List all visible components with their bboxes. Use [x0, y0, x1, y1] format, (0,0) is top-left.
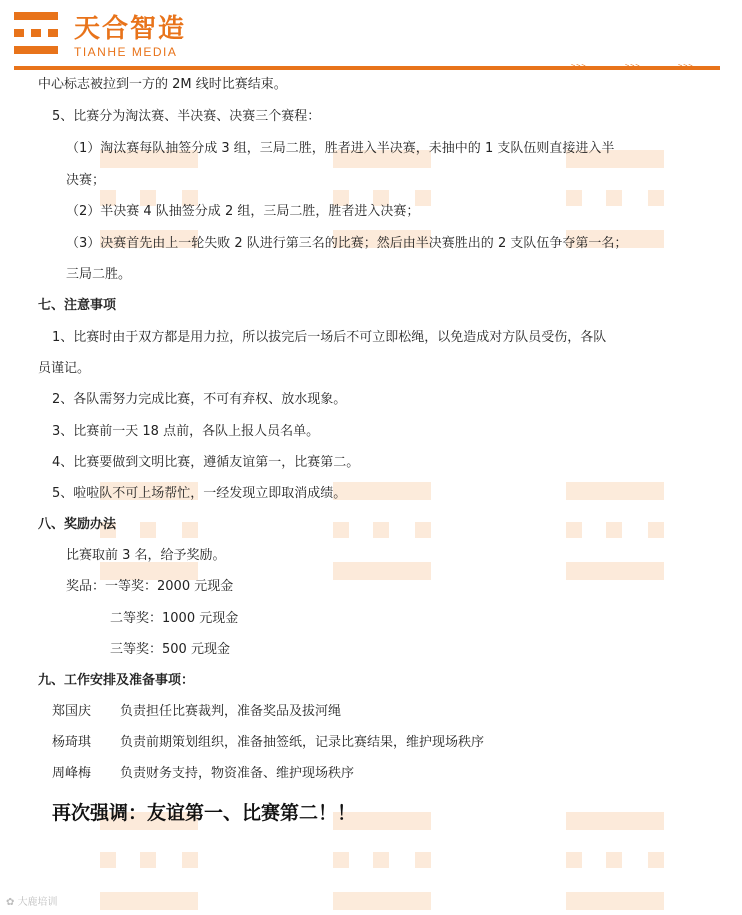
- paragraph-line: （2）半决赛 4 队抽签分成 2 组，三局二胜，胜者进入决赛；: [66, 204, 420, 219]
- prize-line: 二等奖：1000 元现金: [110, 611, 239, 626]
- watermark-logo-icon: ✿: [6, 897, 18, 908]
- brand-name-en: TIANHE MEDIA: [74, 45, 178, 59]
- paragraph-line: 员谨记。: [38, 361, 91, 376]
- watermark-tile-icon: [566, 482, 664, 580]
- list-item: 4、比赛要做到文明比赛，遵循友谊第一，比赛第二。: [52, 455, 360, 470]
- watermark-tile-icon: [566, 150, 664, 248]
- watermark-tile-icon: [100, 150, 198, 248]
- brand-name-cn: 天合智造: [74, 14, 187, 44]
- rule-mark: >>>: [571, 62, 587, 70]
- list-item: 3、比赛前一天 18 点前，各队上报人员名单。: [52, 424, 320, 439]
- staff-name: 周峰梅: [52, 766, 92, 781]
- section-heading: 八、奖励办法: [38, 517, 117, 532]
- staff-duty: 负责担任比赛裁判，准备奖品及拔河绳: [120, 704, 342, 719]
- footer-watermark: [6, 893, 58, 908]
- staff-name: 郑国庆: [52, 704, 92, 719]
- paragraph-line: 决赛；: [66, 173, 106, 188]
- logo-icon: [14, 12, 58, 54]
- paragraph-line: （3）决赛首先由上一轮失败 2 队进行第三名的比赛；然后由半决赛胜出的 2 支队伍争夺第一名；: [66, 236, 628, 251]
- prize-line: 奖品：一等奖：2000 元现金: [66, 579, 234, 594]
- list-item: 1、比赛时由于双方都是用力拉，所以拔完后一场后不可立即松绳，以免造成对方队员受伤，各队: [52, 330, 607, 345]
- staff-name: 杨琦琪: [52, 735, 92, 750]
- emphasis-slogan: 再次强调：友谊第一、比赛第二！！: [52, 802, 357, 824]
- watermark-text: 大鹿培训: [17, 897, 58, 908]
- list-item: 5、啦啦队不可上场帮忙，一经发现立即取消成绩。: [52, 486, 347, 501]
- staff-duty: 负责财务支持，物资准备、维护现场秩序: [120, 766, 355, 781]
- watermark-tile-icon: [100, 812, 198, 910]
- header-rule: [14, 66, 720, 70]
- section-heading: 九、工作安排及准备事项：: [38, 673, 195, 688]
- paragraph-line: 三局二胜。: [66, 267, 132, 282]
- list-item: 2、各队需努力完成比赛，不可有弃权、放水现象。: [52, 392, 347, 407]
- prize-line: 三等奖：500 元现金: [110, 642, 230, 657]
- paragraph-line: （1）淘汰赛每队抽签分成 3 组，三局二胜，胜者进入半决赛，未抽中的 1 支队伍则直接进入半: [66, 141, 615, 156]
- paragraph-line: 比赛取前 3 名，给予奖励。: [66, 548, 226, 563]
- watermark-tile-icon: [333, 482, 431, 580]
- watermark-tile-icon: [566, 812, 664, 910]
- paragraph-line: 中心标志被拉到一方的 2M 线时比赛结束。: [38, 77, 287, 92]
- rule-mark: >>>: [625, 62, 641, 70]
- watermark-tile-icon: [333, 150, 431, 248]
- rule-mark: >>>: [678, 62, 694, 70]
- section-heading: 七、注意事项: [38, 298, 117, 313]
- watermark-tile-icon: [333, 812, 431, 910]
- staff-duty: 负责前期策划组织，准备抽签纸，记录比赛结果，维护现场秩序: [120, 735, 485, 750]
- list-item: 5、比赛分为淘汰赛、半决赛、决赛三个赛程：: [52, 109, 321, 124]
